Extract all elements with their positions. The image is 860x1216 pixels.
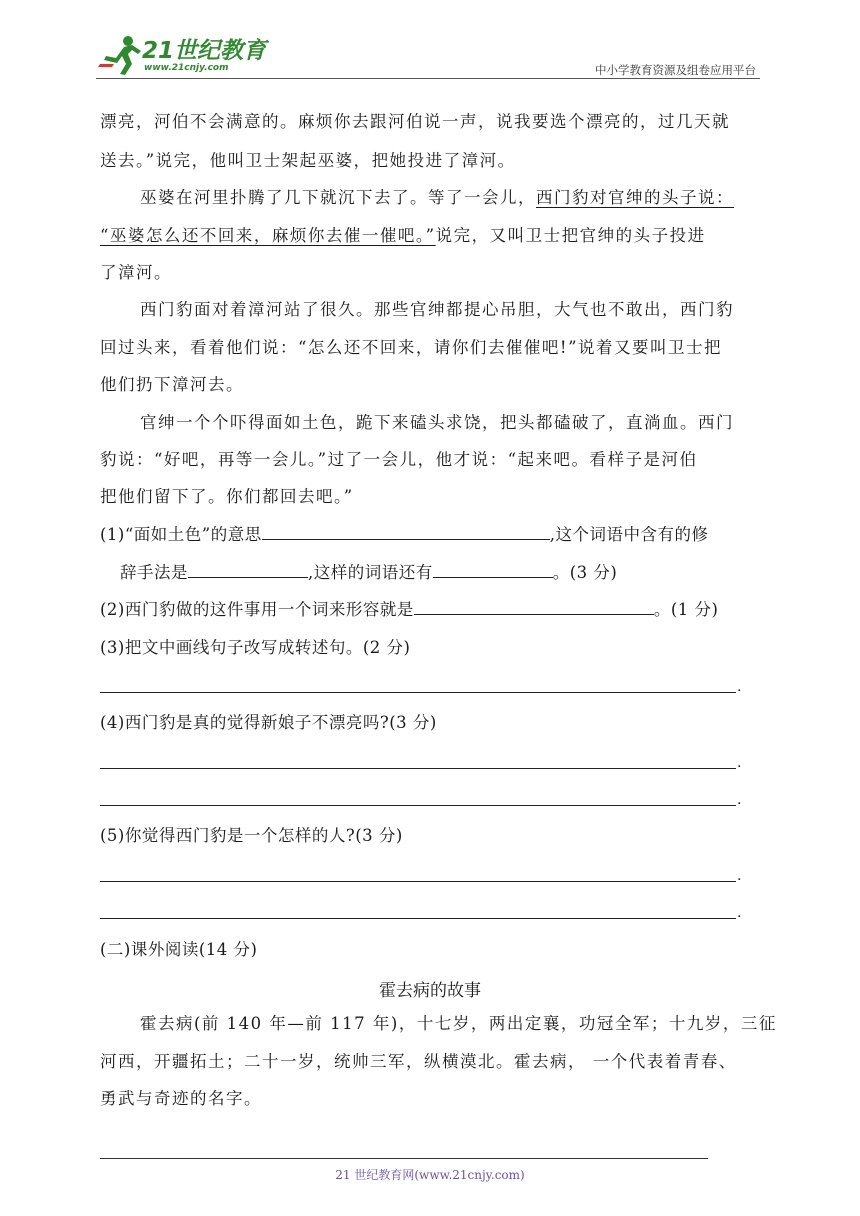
page-header xyxy=(96,30,760,80)
story-line: 勇武与奇迹的名字。 xyxy=(100,1089,262,1108)
footer-text: 21 世纪教育网(www.21cnjy.com) xyxy=(335,1168,525,1182)
story-line: 河西，开疆拓土；二十一岁，统帅三军，纵横漠北。霍去病， 一个代表着青春、 xyxy=(100,1052,737,1071)
passage-line: 豹说：“好吧，再等一会儿。”过了一会儿，他才说：“起来吧。看样子是河伯 xyxy=(100,450,698,469)
answer-blank[interactable] xyxy=(262,525,550,540)
answer-blank[interactable] xyxy=(433,563,553,578)
passage-line: 送去。”说完，他叫卫士架起巫婆，把她投进了漳河。 xyxy=(100,151,516,170)
question-5: (5)你觉得西门豹是一个怎样的人?(3 分) xyxy=(100,826,403,845)
answer-line[interactable] xyxy=(100,692,736,693)
passage-line xyxy=(100,226,760,246)
answer-line[interactable] xyxy=(100,805,736,806)
underlined-sentence: “巫婆怎么还不回来，麻烦你去催一催吧。” xyxy=(100,226,436,245)
header-divider xyxy=(96,78,760,79)
story-line: 霍去病(前 140 年—前 117 年)，十七岁，两出定襄，功冠全军；十九岁，三征 xyxy=(140,1014,777,1033)
answer-blank[interactable] xyxy=(188,563,308,578)
passage-line: 漂亮，河伯不会满意的。麻烦你去跟河伯说一声，说我要选个漂亮的，过几天就 xyxy=(100,112,730,131)
passage-text: 说完，又叫卫士把官绅的头子投进 xyxy=(435,226,706,245)
answer-line-dot: . xyxy=(737,755,742,771)
story-title: 霍去病的故事 xyxy=(379,981,481,1001)
question-2: (2)西门豹做的这件事用一个词来形容就是 。(1 分) xyxy=(100,600,719,619)
passage-line: 了漳河。 xyxy=(100,263,172,282)
answer-blank[interactable] xyxy=(414,600,654,615)
answer-line-dot: . xyxy=(737,792,742,808)
platform-name: 中小学教育资源及组卷应用平台 xyxy=(595,63,756,77)
answer-line-dot: . xyxy=(737,679,742,695)
runner-logo-icon xyxy=(98,34,142,76)
logo-url: www.21cnjy.com xyxy=(144,63,229,73)
section-heading: (二)课外阅读(14 分) xyxy=(100,940,258,959)
site-logo xyxy=(96,30,266,78)
footer-divider xyxy=(100,1158,708,1159)
answer-line[interactable] xyxy=(100,918,736,919)
answer-line-dot: . xyxy=(737,868,742,884)
answer-line[interactable] xyxy=(100,881,736,882)
passage-line: 回过头来，看着他们说：“怎么还不回来，请你们去催催吧!”说着又要叫卫士把 xyxy=(100,338,723,357)
passage-line xyxy=(140,188,760,208)
question-3: (3)把文中画线句子改写成转述句。(2 分) xyxy=(100,638,411,657)
question-4: (4)西门豹是真的觉得新娘子不漂亮吗?(3 分) xyxy=(100,713,437,732)
passage-line: 官绅一个个吓得面如土色，跪下来磕头求饶，把头都磕破了，直淌血。西门 xyxy=(140,413,734,432)
passage-text: 巫婆在河里扑腾了几下就沉下去了。等了一会儿， xyxy=(140,188,536,207)
question-1-cont: 辞手法是 ,这样的词语还有 。(3 分) xyxy=(120,563,618,582)
passage-line: 把他们留下了。你们都回去吧。” xyxy=(100,487,354,506)
passage-line: 西门豹面对着漳河站了很久。那些官绅都提心吊胆，大气也不敢出，西门豹 xyxy=(140,300,734,319)
passage-line: 他们扔下漳河去。 xyxy=(100,375,244,394)
answer-line-dot: . xyxy=(737,905,742,921)
answer-line[interactable] xyxy=(100,768,736,769)
underlined-sentence: 西门豹对官绅的头子说： xyxy=(536,188,734,207)
logo-text: 21世纪教育 xyxy=(142,38,267,64)
question-1: (1)“面如土色”的意思 ,这个词语中含有的修 xyxy=(100,525,709,544)
